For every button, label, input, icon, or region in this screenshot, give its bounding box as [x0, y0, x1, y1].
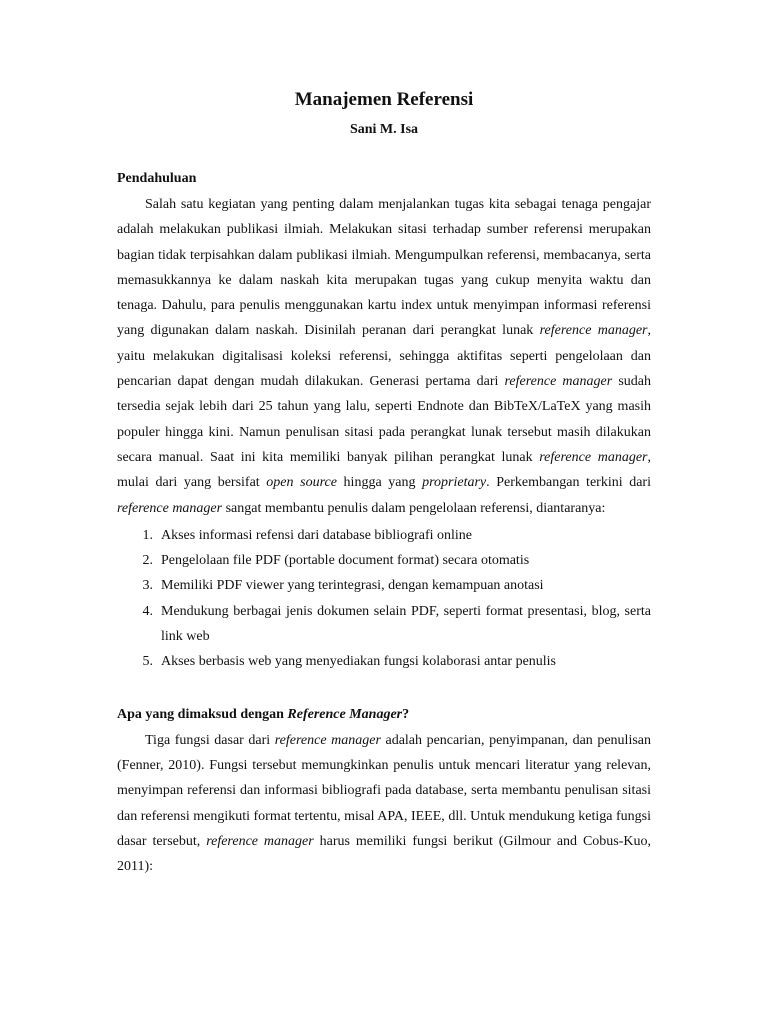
heading-text-post: ? — [402, 706, 410, 722]
intro-emphasis-3: reference manager — [539, 449, 648, 465]
intro-text-6: . Perkembangan terkini dari — [486, 475, 651, 491]
section2-emphasis-2: reference manager — [206, 833, 314, 849]
list-item — [117, 573, 651, 598]
list-item-number: 1. — [142, 527, 153, 543]
list-item — [117, 548, 651, 573]
intro-text-7: sangat membantu penulis dalam pengelolaan referensi, diantaranya: — [222, 500, 606, 516]
section-heading-pendahuluan: Pendahuluan — [117, 171, 197, 186]
section2-text-2: adalah pencarian, penyimpanan, dan penulisan (Fenner, 2010). Fungsi tersebut memungkinkan penulis untuk mencari literatur yang relevan, menyimpan referensi dan informasi bibliografi pada database, serta membantu penulisan sitasi dan referensi mengikuti format tertentu, misal APA, IEEE, dll. Untuk mendukung ketiga fungsi dasar tersebut, — [117, 732, 652, 849]
intro-emphasis-6: reference manager — [117, 500, 223, 516]
intro-emphasis-2: reference manager — [504, 374, 613, 390]
list-item-text: Akses informasi refensi dari database bibliografi online — [161, 527, 473, 543]
section2-text-3: harus memiliki fungsi berikut (Gilmour and Cobus-Kuo, 2011): — [117, 833, 651, 875]
feature-list — [117, 523, 651, 675]
intro-text-2: , yaitu melakukan digitalisasi koleksi referensi, sehingga aktifitas seperti pengelolaan dan pencarian dapat dengan mudah dilakukan. Generasi pertama dari — [117, 323, 652, 390]
intro-emphasis-4: open source — [266, 475, 337, 491]
list-item-text: Akses berbasis web yang menyediakan fungsi kolaborasi antar penulis — [161, 654, 557, 670]
list-item-text: Mendukung berbagai jenis dokumen selain PDF, seperti format presentasi, blog, serta link web — [161, 603, 651, 645]
section2-emphasis-1: reference manager — [274, 732, 381, 748]
section-heading-reference-manager — [117, 706, 651, 724]
document-author: Sani M. Isa — [349, 122, 419, 137]
intro-emphasis-1: reference manager — [539, 323, 648, 339]
list-item — [117, 649, 651, 674]
intro-text-5: hingga yang — [336, 475, 423, 491]
list-item-number: 3. — [142, 578, 153, 594]
section2-paragraph — [117, 728, 651, 880]
list-item — [117, 599, 651, 650]
heading-emphasis: Reference Manager — [287, 706, 403, 722]
list-item-text: Pengelolaan file PDF (portable document format) secara otomatis — [161, 553, 530, 569]
intro-paragraph — [117, 192, 651, 521]
list-item-number: 2. — [142, 553, 153, 569]
list-item-text: Memiliki PDF viewer yang terintegrasi, dengan kemampuan anotasi — [161, 578, 544, 594]
section2-text-1: Tiga fungsi dasar dari — [145, 732, 275, 748]
heading-text-pre: Apa yang dimaksud dengan — [117, 706, 288, 722]
list-item — [117, 523, 651, 548]
intro-text-1: Salah satu kegiatan yang penting dalam menjalankan tugas kita sebagai tenaga pengajar adalah melakukan publikasi ilmiah. Melakukan sitasi terhadap sumber referensi merupakan bagian tidak terpisahkan dalam publikasi ilmiah. Mengumpulkan referensi, membacanya, serta memasukkannya ke dalam naskah kita merupakan tugas yang cukup menyita waktu dan tenaga. Dahulu, para penulis menggunakan kartu index untuk menyimpan informasi referensi yang digunakan dalam naskah. Disinilah peranan dari perangkat lunak — [117, 197, 651, 339]
intro-text-4: , mulai dari yang bersifat — [117, 449, 651, 491]
list-item-number: 4. — [142, 603, 153, 619]
document-title: Manajemen Referensi — [294, 89, 474, 110]
intro-emphasis-5: proprietary — [422, 475, 487, 491]
intro-text-3: sudah tersedia sejak lebih dari 25 tahun yang lalu, seperti Endnote dan BibTeX/LaTeX yang masih populer hingga kini. Namun penulisan sitasi pada perangkat lunak tersebut masih dilakukan secara manual. Saat ini kita memiliki banyak pilihan perangkat lunak — [117, 374, 651, 465]
list-item-number: 5. — [142, 654, 153, 670]
